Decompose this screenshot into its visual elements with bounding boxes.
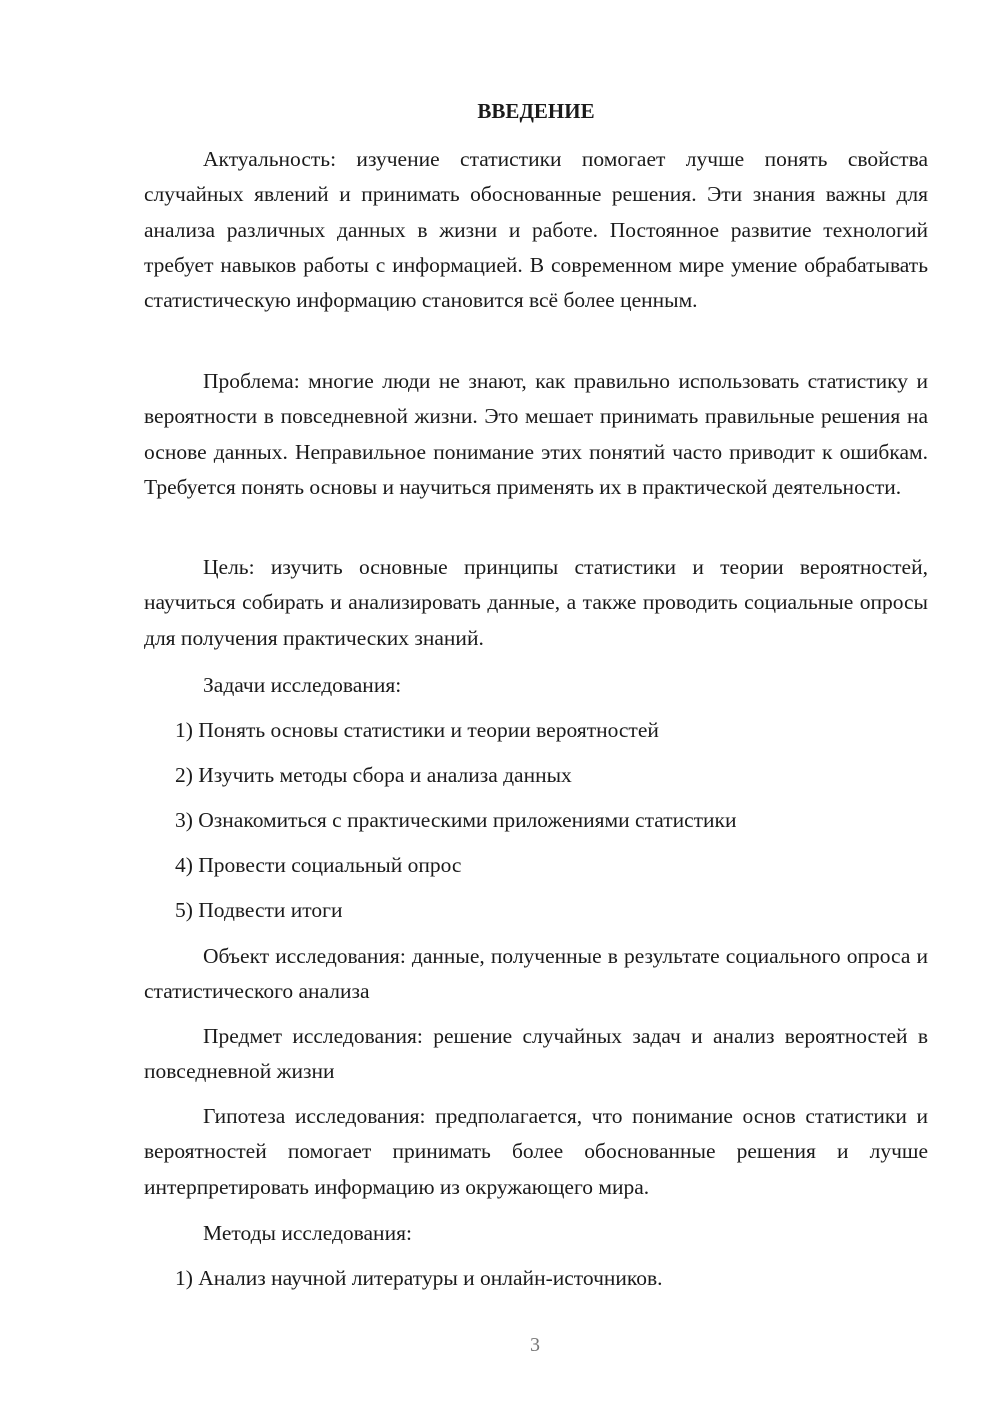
page-number: 3 (530, 1334, 540, 1356)
list-item: 3) Ознакомиться с практическими приложениями статистики (175, 808, 737, 832)
list-item: 2) Изучить методы сбора и анализа данных (175, 763, 572, 787)
tasks-label: Задачи исследования: (203, 673, 402, 697)
section-heading: ВВЕДЕНИЕ (477, 99, 595, 123)
relevance-paragraph: Актуальность: изучение статистики помогает лучше понять свойства случайных явлений и принимать обоснованные решения. Эти знания важны для анализа различных данных в жизни и работе. Постоянное развитие технологий требует навыков работы с информацией. В современном мире умение обрабатывать статистическую информацию становится всё более ценным. (144, 147, 928, 313)
subject-paragraph: Предмет исследования: решение случайных задач и анализ вероятностей в повседневной жизни (144, 1024, 928, 1084)
problem-paragraph: Проблема: многие люди не знают, как правильно использовать статистику и вероятности в повседневной жизни. Это мешает принимать правильные решения на основе данных. Неправильное понимание этих понятий часто приводит к ошибкам. Требуется понять основы и научиться применять их в практической деятельности. (144, 369, 928, 499)
list-item: 1) Понять основы статистики и теории вероятностей (175, 718, 659, 742)
list-item: 5) Подвести итоги (175, 898, 343, 922)
methods-label: Методы исследования: (203, 1221, 412, 1245)
goal-paragraph: Цель: изучить основные принципы статистики и теории вероятностей, научиться собирать и анализировать данные, а также проводить социальные опросы для получения практических знаний. (144, 555, 928, 650)
hypothesis-paragraph: Гипотеза исследования: предполагается, что понимание основ статистики и вероятностей помогает принимать более обоснованные решения и лучше интерпретировать информацию из окружающего мира. (144, 1104, 928, 1199)
list-item: 4) Провести социальный опрос (175, 853, 462, 877)
list-item: 1) Анализ научной литературы и онлайн-источников. (175, 1266, 663, 1290)
object-paragraph: Объект исследования: данные, полученные в результате социального опроса и статистического анализа (144, 944, 928, 1004)
